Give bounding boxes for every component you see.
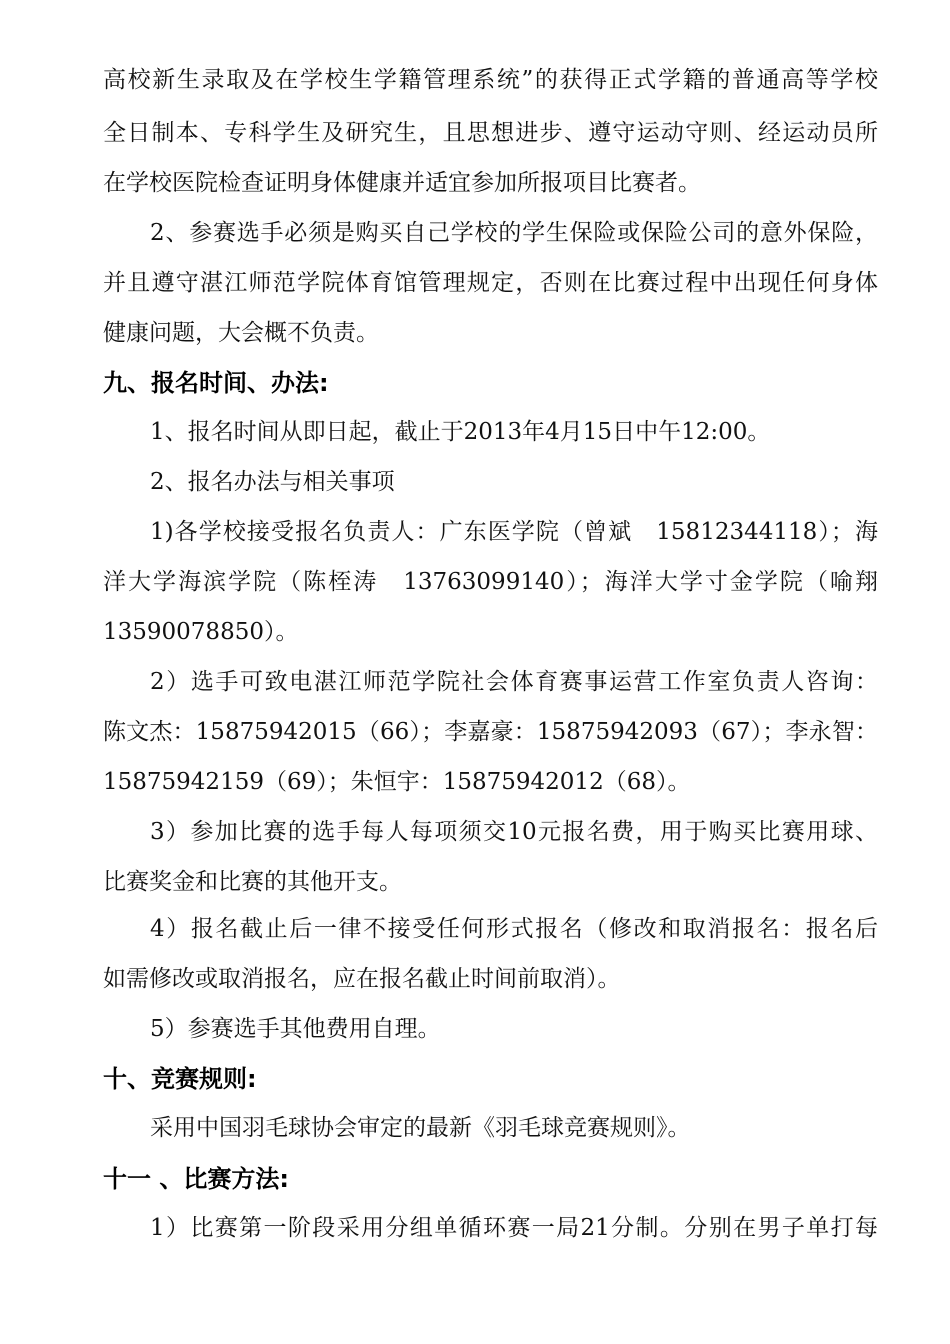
paragraph-line: 陈文杰：15875942015（66）；李嘉豪：15875942093（67）；李永智：	[103, 719, 878, 745]
paragraph-line: 1)各学校接受报名负责人：广东医学院（曾斌 15812344118）；海	[150, 519, 878, 545]
paragraph-line: 采用中国羽毛球协会审定的最新《羽毛球竞赛规则》。	[150, 1115, 691, 1141]
paragraph-line: 高校新生录取及在学校生学籍管理系统”的获得正式学籍的普通高等学校	[103, 67, 878, 93]
paragraph-line: 1、报名时间从即日起，截止于2013年4月15日中午12:00。	[150, 419, 771, 445]
paragraph-line: 3）参加比赛的选手每人每项须交10元报名费，用于购买比赛用球、	[150, 819, 878, 845]
section-heading: 九、报名时间、办法:	[103, 369, 329, 397]
paragraph-line: 在学校医院检查证明身体健康并适宜参加所报项目比赛者。	[103, 170, 701, 196]
paragraph-line: 并且遵守湛江师范学院体育馆管理规定，否则在比赛过程中出现任何身体	[103, 270, 878, 296]
paragraph-line: 如需修改或取消报名，应在报名截止时间前取消）。	[103, 966, 621, 992]
paragraph-line: 比赛奖金和比赛的其他开支。	[103, 869, 402, 895]
section-heading: 十、竞赛规则:	[103, 1065, 257, 1093]
paragraph-line: 1）比赛第一阶段采用分组单循环赛一局21分制。分别在男子单打每	[150, 1215, 878, 1241]
paragraph-line: 全日制本、专科学生及研究生，且思想进步、遵守运动守则、经运动员所	[103, 120, 878, 146]
paragraph-line: 4）报名截止后一律不接受任何形式报名（修改和取消报名：报名后	[150, 916, 878, 942]
paragraph-line: 2、报名办法与相关事项	[150, 469, 395, 495]
paragraph-line: 5）参赛选手其他费用自理。	[150, 1016, 441, 1042]
paragraph-line: 15875942159（69）；朱恒宇：15875942012（68）。	[103, 769, 691, 795]
section-heading: 十一 、比赛方法:	[103, 1165, 289, 1193]
paragraph-line: 2、参赛选手必须是购买自己学校的学生保险或保险公司的意外保险，	[150, 220, 878, 246]
paragraph-line: 洋大学海滨学院（陈桎涛 13763099140）；海洋大学寸金学院（喻翔	[103, 569, 878, 595]
paragraph-line: 13590078850）。	[103, 619, 299, 645]
paragraph-line: 2）选手可致电湛江师范学院社会体育赛事运营工作室负责人咨询：	[150, 669, 878, 695]
paragraph-line: 健康问题，大会概不负责。	[103, 320, 379, 346]
